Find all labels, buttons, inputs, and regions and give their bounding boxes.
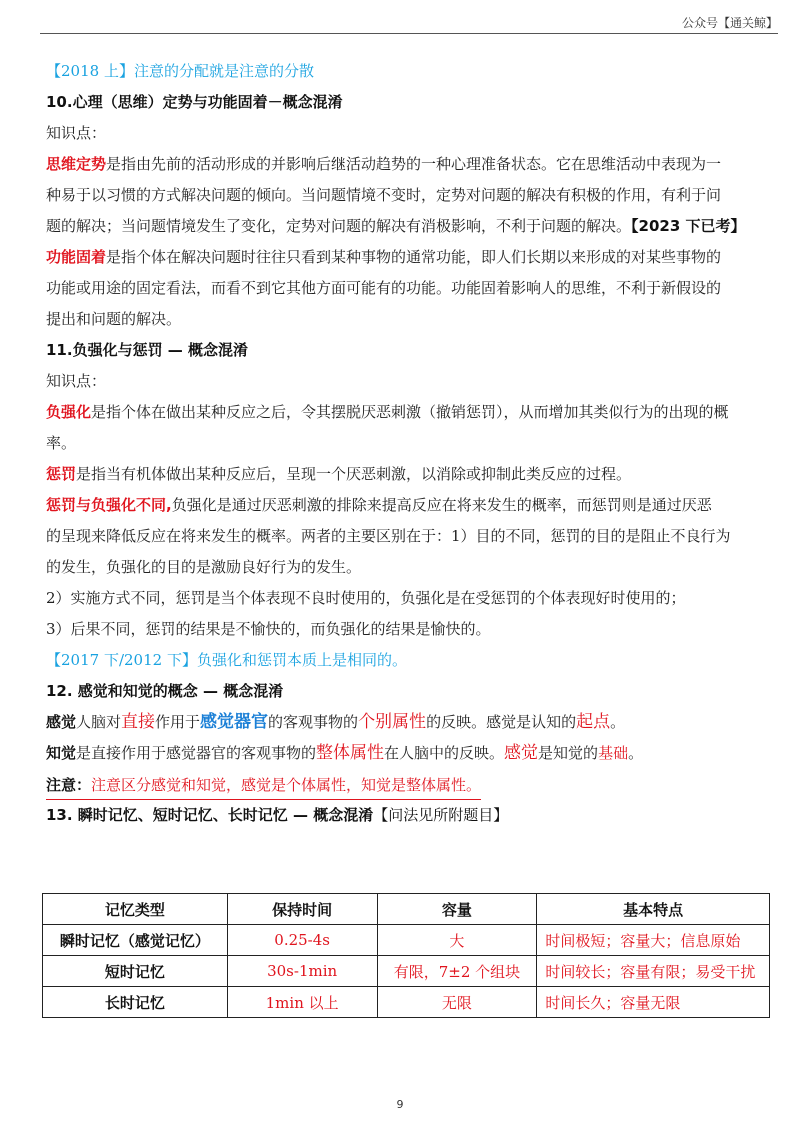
table-cell: 短时记忆: [43, 956, 228, 987]
table-cell: 时间较长；容量有限；易受干扰: [537, 956, 770, 987]
table-header: 基本特点: [537, 894, 770, 925]
table-cell: 0.25-4s: [227, 925, 377, 956]
section-12-title: 12. 感觉和知觉的概念 — 概念混淆: [46, 682, 284, 700]
section-11-para-4: 2）实施方式不同，惩罚是当个体表现不良时使用的，负强化是在受惩罚的个体表现好时使用的；: [46, 589, 686, 607]
term-sense-organ: 感觉器官: [200, 712, 269, 732]
section-11-para-1: 负强化是指个体在做出某种反应之后，令其摆脱厌恶刺激（撤销惩罚），从而增加其类似行为的出现的概 率。: [46, 403, 729, 452]
table-header: 记忆类型: [43, 894, 228, 925]
section-12-note: 注意：注意区分感觉和知觉，感觉是个体属性，知觉是整体属性。: [46, 771, 481, 800]
memory-types-table: [42, 893, 770, 1018]
section-10-para-1: 思维定势是指由先前的活动形成的并影响后继活动趋势的一种心理准备状态。它在思维活动中表现为一 种易于以习惯的方式解决问题的倾向。当问题情境不变时，定势对问题的解决有积极的作用，有利于问 题的解决；当问题情境发生了变化，定势对问题的解决有消极影响，不利于问题的解决。【2023 下已考】: [46, 155, 746, 235]
section-11-title: 11.负强化与惩罚 — 概念混淆: [46, 341, 249, 359]
table-cell: 长时记忆: [43, 987, 228, 1018]
section-12-line-2: 知觉是直接作用于感觉器官的客观事物的整体属性在人脑中的反映。感觉是知觉的基础。: [46, 743, 644, 763]
section-11-knowledge-label: 知识点：: [46, 372, 107, 390]
term-functional-fixedness: 功能固着: [46, 248, 107, 266]
section-10-knowledge-label: 知识点：: [46, 124, 107, 142]
table-cell: 30s-1min: [227, 956, 377, 987]
table-cell: 1min 以上: [227, 987, 377, 1018]
section-11-para-3: 惩罚与负强化不同,负强化是通过厌恶刺激的排除来提高反应在将来发生的概率，而惩罚则是通过厌恶 的呈现来降低反应在将来发生的概率。两者的主要区别在于：1）目的不同，惩罚的目的是阻止不良行为 的发生，负强化的目的是激励良好行为的发生。: [46, 496, 731, 576]
section-10-title: 10.心理（思维）定势与功能固着－概念混淆: [46, 93, 343, 111]
page-content: [46, 56, 776, 831]
table-row: [43, 987, 770, 1018]
term-mental-set: 思维定势: [46, 155, 107, 173]
exam-note-2018: 【2018 上】注意的分配就是注意的分散: [46, 62, 314, 80]
header-divider: [40, 33, 778, 34]
section-11-para-2: 惩罚是指当有机体做出某种反应后，呈现一个厌恶刺激，以消除或抑制此类反应的过程。: [46, 465, 632, 483]
table-cell: 时间长久；容量无限: [537, 987, 770, 1018]
table-header-row: [43, 894, 770, 925]
page-number: 9: [396, 1098, 404, 1111]
term-difference: 惩罚与负强化不同,: [46, 496, 172, 514]
table-cell: 大: [377, 925, 537, 956]
table-row: [43, 956, 770, 987]
table-cell: 有限，7±2 个组块: [377, 956, 537, 987]
table-header: 保持时间: [227, 894, 377, 925]
table-cell: 瞬时记忆（感觉记忆）: [43, 925, 228, 956]
term-punishment: 惩罚: [46, 465, 77, 483]
term-negative-reinforcement: 负强化: [46, 403, 92, 421]
table-cell: 无限: [377, 987, 537, 1018]
header-text: 公众号【通关鲸】: [681, 16, 778, 30]
table-row: [43, 925, 770, 956]
exam-note-2017: 【2017 下/2012 下】负强化和惩罚本质上是相同的。: [46, 651, 407, 669]
table-header: 容量: [377, 894, 537, 925]
section-13-title: 13. 瞬时记忆、短时记忆、长时记忆 — 概念混淆【问法见所附题目】: [46, 806, 509, 824]
table-cell: 时间极短；容量大；信息原始: [537, 925, 770, 956]
section-12-line-1: 感觉人脑对直接作用于感觉器官的客观事物的个别属性的反映。感觉是认知的起点。: [46, 712, 626, 732]
section-11-para-5: 3）后果不同，惩罚的结果是不愉快的，而负强化的结果是愉快的。: [46, 620, 491, 638]
exam-tag-2023: 【2023 下已考】: [631, 217, 746, 235]
section-10-para-2: 功能固着是指个体在解决问题时往往只看到某种事物的通常功能，即人们长期以来形成的对某些事物的 功能或用途的固定看法，而看不到它其他方面可能有的功能。功能固着影响人的思维，不利于新假设的 提出和问题的解决。: [46, 248, 722, 328]
